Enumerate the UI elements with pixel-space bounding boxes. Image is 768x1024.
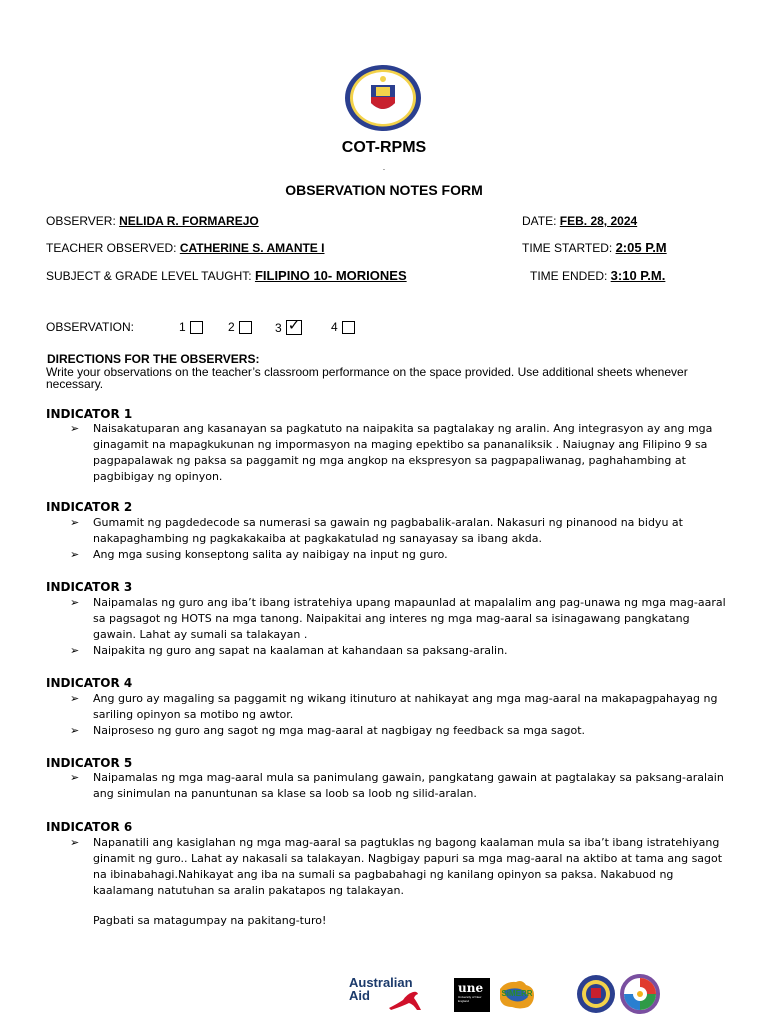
subject-label: SUBJECT & GRADE LEVEL TAUGHT:: [46, 269, 255, 283]
deped-seal-logo: [343, 63, 423, 133]
checkbox-4[interactable]: [342, 321, 355, 334]
teacher-row: [46, 241, 324, 255]
australian-aid-line2: Aid: [349, 988, 370, 1003]
directions-heading: DIRECTIONS FOR THE OBSERVERS:: [47, 352, 260, 366]
option-number: 2: [228, 320, 235, 334]
checkbox-3[interactable]: [286, 316, 302, 335]
teacher-label: TEACHER OBSERVED:: [46, 241, 180, 255]
australian-aid-logo: [349, 976, 427, 1016]
time-started-row: [522, 240, 667, 255]
indicator-4-item-1: Ang guro ay magaling sa paggamit ng wikang itinuturo at nahikayat ang mga mag-aaral na makapagpahayag ng sariling opinyon sa motibo ng awtor.: [93, 692, 718, 721]
date-row: [522, 214, 637, 228]
observation-label: OBSERVATION:: [46, 320, 135, 334]
check-mark-icon: ✓: [287, 316, 301, 334]
simerr-text: SiMERR: [501, 989, 533, 998]
arrow-bullet-icon: ➢: [70, 836, 80, 849]
arrow-bullet-icon: ➢: [70, 422, 80, 435]
observer-label: OBSERVER:: [46, 214, 120, 228]
form-subtitle: OBSERVATION NOTES FORM: [285, 182, 483, 198]
indicator-3-item-2: Naipakita ng guro ang sapat na kaalaman at kahandaan sa paksang-aralin.: [93, 644, 508, 657]
partner-emblem-logo: [620, 974, 660, 1014]
une-text: une: [458, 981, 484, 995]
arrow-bullet-icon: ➢: [70, 692, 80, 705]
option-number: 3: [275, 320, 282, 335]
simerr-logo: [496, 977, 538, 1013]
indicator-5-item-1: Naipamalas ng mga mag-aaral mula sa panimulang gawain, pangkatang gawain at pagtalakay sa paksang-aralain ang sinimulan na panuntunan sa klase sa loob sa loob ng silid-aralan.: [93, 771, 724, 800]
indicator-6-item-1: Napanatili ang kasiglahan ng mga mag-aaral sa pagtuklas ng bagong kaalaman mula sa iba’t ibang istratehiyang ginamit ng guro.. Lahat ay nakasali sa talakayan. Nagbigay papuri sa mga mag-aaral na aktibo at tama ang sagot na ibinabahagi.Nahikayat ang iba na sumali sa pagbabahagi ng kanilang opinyon sa paksa. Nakabuod ng kaalamang natutuhan sa aralin pakatapos ng talakayan.: [93, 836, 723, 897]
subject-row: [46, 268, 407, 283]
arrow-bullet-icon: ➢: [70, 724, 80, 737]
arrow-bullet-icon: ➢: [70, 644, 80, 657]
indicator-4-item-2: Naiproseso ng guro ang sagot ng mga mag-aaral at nagbigay ng feedback sa mga sagot.: [93, 724, 586, 737]
teacher-value: CATHERINE S. AMANTE I: [179, 241, 325, 255]
indicator-2-item-2: Ang mga susing konseptong salita ay naibigay na input ng guro.: [93, 548, 448, 561]
observation-option-4[interactable]: [331, 320, 355, 334]
option-number: 1: [179, 320, 186, 334]
arrow-bullet-icon: ➢: [70, 548, 80, 561]
option-number: 4: [331, 320, 338, 334]
title-dot: .: [382, 163, 386, 172]
observation-row: [46, 316, 338, 335]
checkbox-1[interactable]: [190, 321, 203, 334]
regional-seal-logo: [576, 974, 616, 1014]
time-ended-row: [530, 268, 665, 283]
une-subtext: University of New England: [458, 995, 482, 1003]
une-logo: [454, 978, 490, 1012]
observation-option-1[interactable]: [179, 320, 203, 334]
australian-aid-line1: Australian: [349, 975, 413, 990]
arrow-bullet-icon: ➢: [70, 596, 80, 609]
indicator-3-heading: INDICATOR 3: [46, 580, 133, 594]
subject-value: FILIPINO 10- MORIONES: [254, 268, 407, 283]
observer-value: NELIDA R. FORMAREJO: [119, 214, 259, 228]
arrow-bullet-icon: ➢: [70, 771, 80, 784]
indicator-2-item-1: Gumamit ng pagdedecode sa numerasi sa gawain ng pagbabalik-aralan. Nakasuri ng pinanood na bidyu at nakapaghambing ng pagkakakaiba at pagkakatulad ng sanayasay sa ibang akda.: [93, 516, 683, 545]
time-started-value: 2:05 P.M: [615, 240, 667, 255]
indicator-1-item-1: Naisakatuparan ang kasanayan sa pagkatuto na naipakita sa pagtalakay ng aralin. Ang integrasyon ay ang mga ginagamit na mapagkukunan ng impormasyon na maging epektibo sa pananaliksik . Naiugnay ang Filipino 9 sa pagpapalawak ng paksa sa paggamit ng mga angkop na ekspresyon sa pagpapaliwanag, paghahambing at pagbibigay ng opinyon.: [93, 422, 713, 483]
form-title: COT-RPMS: [341, 139, 427, 156]
date-label: DATE:: [522, 214, 560, 228]
observation-option-2[interactable]: [228, 320, 252, 334]
directions-text: Write your observations on the teacher’s classroom performance on the space provided. Use additional sheets whenever necessary.: [46, 365, 688, 391]
time-ended-label: TIME ENDED:: [530, 269, 611, 283]
indicator-4-heading: INDICATOR 4: [46, 676, 133, 690]
indicator-2-heading: INDICATOR 2: [46, 500, 133, 514]
indicator-5-heading: INDICATOR 5: [46, 756, 133, 770]
time-ended-value: 3:10 P.M.: [610, 268, 666, 283]
date-value: FEB. 28, 2024: [559, 214, 638, 228]
observation-option-3[interactable]: [275, 316, 302, 335]
closing-remark: Pagbati sa matagumpay na pakitang-turo!: [93, 914, 327, 927]
checkbox-2[interactable]: [239, 321, 252, 334]
kangaroo-icon: [387, 988, 423, 1012]
indicator-3-item-1: Naipamalas ng guro ang iba’t ibang istratehiya upang mapaunlad at mapalalim ang pag-unawa ng mga mag-aaral sa pagsagot ng HOTS na mga tanong. Naipakitai ang interes ng mga mag-aaral sa isinagawang pangkatang gawain. Lahat ay sumali sa talakayan .: [93, 596, 726, 641]
time-started-label: TIME STARTED:: [522, 241, 616, 255]
indicator-6-heading: INDICATOR 6: [46, 820, 133, 834]
observer-row: [46, 214, 259, 228]
arrow-bullet-icon: ➢: [70, 516, 80, 529]
indicator-1-heading: INDICATOR 1: [46, 407, 133, 421]
